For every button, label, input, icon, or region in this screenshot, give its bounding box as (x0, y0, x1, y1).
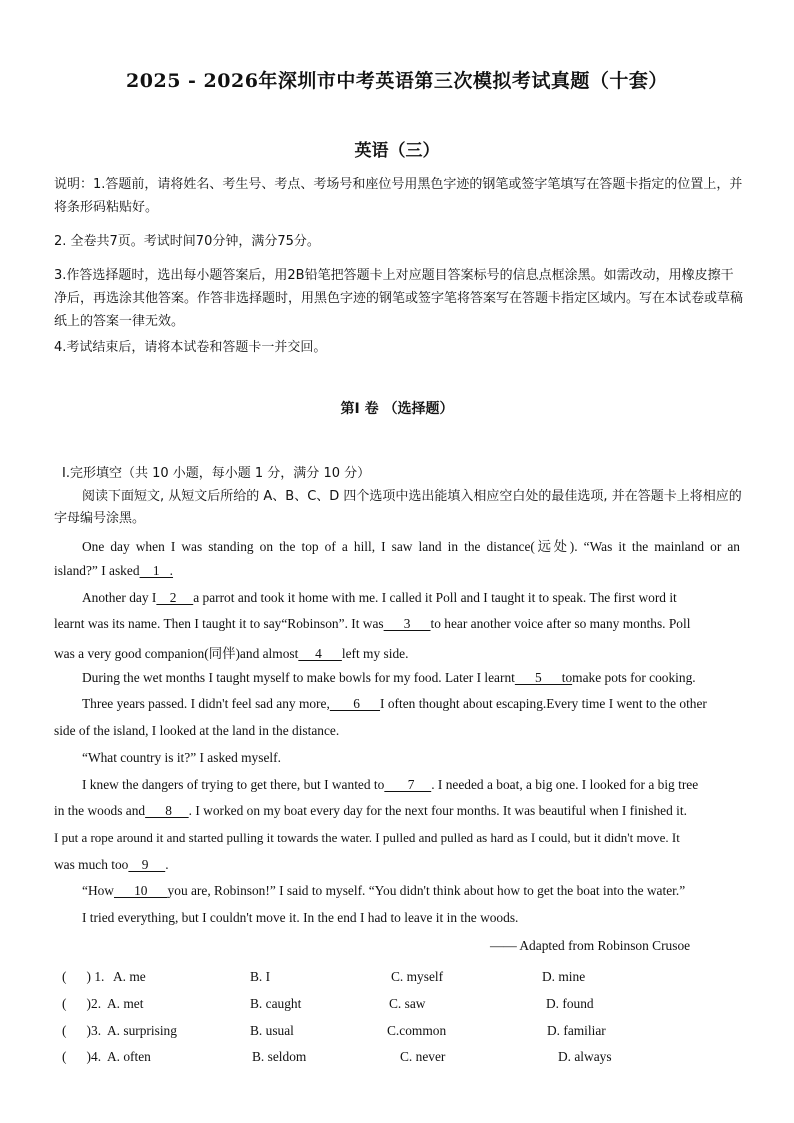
option-a[interactable]: A. me (113, 969, 146, 984)
option-a[interactable]: A. often (107, 1049, 151, 1064)
part1-heading: Ⅰ.完形填空（共 10 小题，每小题 1 分，满分 10 分） (62, 466, 371, 481)
option-d[interactable]: D. mine (542, 969, 586, 984)
passage-line-5: was a very good companion(同伴)and almost 4 left my side. (54, 646, 409, 661)
passage-line-1: One day when I was standing on the top of a hill, I saw land in the distance(远处). “Was it the mainland or an (82, 539, 740, 554)
passage-line-8: side of the island, I looked at the land in the distance. (54, 723, 340, 738)
question-number: ( )3. (62, 1023, 102, 1038)
exam-title: 2025 - 2026年深圳市中考英语第三次模拟考试真题（十套） (126, 70, 668, 92)
blank-9: 9 (128, 857, 166, 872)
blank-3: 3 (383, 616, 431, 631)
blank-10: 10 (113, 883, 168, 898)
passage-line-7: Three years passed. I didn't feel sad any more, 6 I often thought about escaping.Every time I went to the other (82, 696, 707, 711)
instruction-2: 2. 全卷共7页。考试时间70分钟，满分75分。 (54, 234, 320, 249)
question-number: ( )2. (62, 996, 102, 1011)
option-d[interactable]: D. found (546, 996, 594, 1011)
blank-8: 8 (145, 803, 189, 818)
blank-2: 2 (156, 590, 194, 605)
part1-direction: 阅读下面短文, 从短文后所给的 A、B、C、D 四个选项中选出能填入相应空白处的最佳选项, 并在答题卡上将相应的字母编号涂黑。 (54, 489, 742, 526)
instruction-1: 说明：1.答题前，请将姓名、考生号、考点、考场号和座位号用黑色字迹的钢笔或签字笔填写在答题卡指定的位置上，并将条形码粘贴好。 (54, 177, 743, 215)
option-c[interactable]: C. myself (391, 969, 444, 984)
passage-source: —— Adapted from Robinson Crusoe (490, 938, 691, 953)
blank-1: 1 . (139, 563, 174, 578)
section-title: 第Ⅰ 卷 （选择题） (340, 401, 454, 417)
passage-line-10: I knew the dangers of trying to get there, but I wanted to 7 . I needed a boat, a big one. I looked for a big tree (82, 777, 699, 792)
option-c[interactable]: C.common (387, 1023, 447, 1038)
exam-subtitle: 英语（三） (354, 141, 440, 161)
passage-line-14: “How 10 you are, Robinson!” I said to myself. “You didn't think about how to get the boat into the water.” (82, 883, 686, 898)
question-number: ( )4. (62, 1049, 102, 1064)
passage-line-4: learnt was its name. Then I taught it to say“Robinson”. It was 3 to hear another voice after so many months. Poll (54, 616, 691, 631)
blank-7: 7 (384, 777, 432, 792)
option-b[interactable]: B. caught (250, 996, 302, 1011)
passage-line-2: island?” I asked 1 . (54, 563, 174, 578)
passage-line-12: I put a rope around it and started pulling it towards the water. I pulled and pulled as hard as I could, but it didn't move. It (54, 830, 680, 845)
blank-5: 5 to (514, 670, 573, 685)
passage-line-9: “What country is it?” I asked myself. (82, 750, 281, 765)
option-b[interactable]: B. seldom (252, 1049, 307, 1064)
blank-4: 4 (298, 646, 342, 661)
option-a[interactable]: A. surprising (107, 1023, 177, 1038)
instruction-4: 4.考试结束后，请将本试卷和答题卡一并交回。 (54, 340, 327, 355)
question-number: ( ) 1. (62, 969, 105, 984)
option-c[interactable]: C. saw (389, 996, 426, 1011)
option-b[interactable]: B. I (250, 969, 271, 984)
instruction-3: 3.作答选择题时，选出每小题答案后，用2B铅笔把答题卡上对应题目答案标号的信息点框涂黑。如需改动，用橡皮擦干净后，再选涂其他答案。作答非选择题时，用黑色字迹的钢笔或签字笔将答案写在答题卡指定区域内。写在本试卷或草稿纸上的答案一律无效。 (54, 268, 744, 329)
option-c[interactable]: C. never (400, 1049, 446, 1064)
passage-line-13: was much too 9 . (54, 857, 169, 872)
passage-line-11: in the woods and 8 . I worked on my boat every day for the next four months. It was beautiful when I finished it. (54, 803, 687, 818)
option-d[interactable]: D. familiar (547, 1023, 606, 1038)
option-a[interactable]: A. met (107, 996, 144, 1011)
passage-line-6: During the wet months I taught myself to make bowls for my food. Later I learnt 5 tomake pots for cooking. (82, 670, 696, 685)
blank-6: 6 (329, 696, 381, 711)
option-d[interactable]: D. always (558, 1049, 612, 1064)
option-b[interactable]: B. usual (250, 1023, 294, 1038)
passage-line-15: I tried everything, but I couldn't move it. In the end I had to leave it in the woods. (82, 910, 519, 925)
passage-line-3: Another day I 2 a parrot and took it home with me. I called it Poll and I taught it to speak. The first word it (82, 590, 677, 605)
